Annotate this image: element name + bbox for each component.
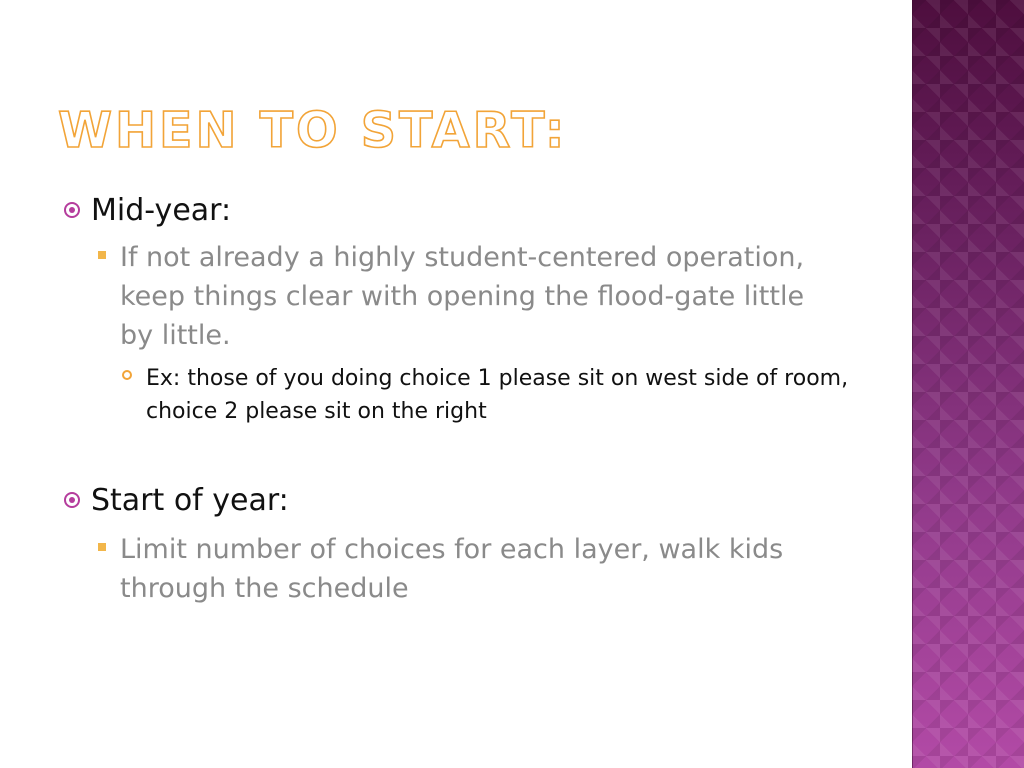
diamond-pattern [912, 0, 1024, 768]
example-bullet [122, 362, 856, 428]
square-bullet-icon [98, 251, 106, 259]
bullet-heading: Start of year: [91, 483, 289, 518]
target-bullet-icon [64, 492, 80, 508]
square-bullet-icon [98, 543, 106, 551]
side-band-divider [912, 0, 913, 768]
example-text: Ex: those of you doing choice 1 please sit on west side of room, choice 2 please sit on the right [146, 366, 849, 424]
subbullet-start-of-year-point [98, 530, 835, 608]
slide-title: WHEN TO START: [58, 102, 568, 159]
target-bullet-icon [64, 202, 80, 218]
subbullet-text: Limit number of choices for each layer, walk kids through the schedule [120, 534, 784, 604]
bullet-mid-year [64, 192, 231, 230]
subbullet-mid-year-point [98, 238, 835, 355]
bullet-heading: Mid-year: [91, 193, 232, 228]
subbullet-text: If not already a highly student-centered operation, keep things clear with opening the flood-gate little by little. [120, 242, 805, 351]
bullet-start-of-year [64, 482, 289, 520]
decorative-side-band [912, 0, 1024, 768]
ring-bullet-icon [122, 370, 132, 380]
